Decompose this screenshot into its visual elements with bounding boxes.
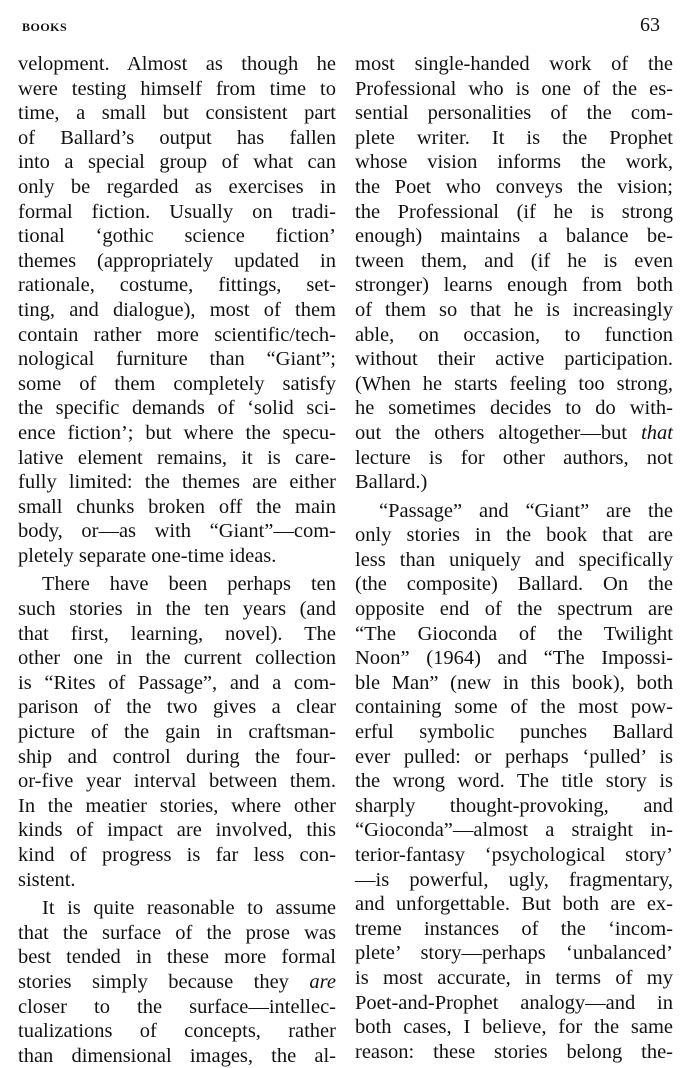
text-line: formal fiction. Usually on tradi-	[18, 200, 336, 223]
text-line: sistent.	[18, 868, 76, 891]
text-line: “The Gioconda of the Twilight	[355, 622, 673, 645]
text-line: reason: these stories belong the-	[355, 1040, 673, 1063]
text-line: the specific demands of ‘solid sci-	[18, 397, 336, 420]
text-line: opposite end of the spectrum are	[355, 598, 673, 621]
text-line: It is quite reasonable to assume	[42, 897, 336, 920]
text-line: parison of the two gives a clear	[18, 696, 336, 719]
text-line: most single-handed work of the	[355, 53, 673, 75]
running-head: BOOKS	[22, 20, 68, 34]
text-line: less than uniquely and specifically	[355, 548, 673, 571]
right-column	[355, 52, 673, 1064]
text-line: tualizations of concepts, rather	[18, 1020, 336, 1043]
text-line: stories simply because they are	[18, 970, 336, 993]
text-line: than dimensional images, the al-	[18, 1044, 336, 1067]
text-line: “Passage” and “Giant” are the	[379, 499, 673, 522]
text-line: ship and control during the four-	[18, 745, 336, 768]
text-line: into a special group of what can	[18, 151, 336, 174]
text-line: and unforgettable. But both are ex-	[355, 893, 673, 916]
text-line: Professional who is one of the es-	[355, 77, 673, 100]
text-line: (the composite) Ballard. On the	[355, 573, 673, 596]
text-line: of them so that he is increasingly	[355, 298, 673, 321]
text-line: erful symbolic punches Ballard	[355, 721, 673, 744]
text-line: able, on occasion, to function	[355, 323, 673, 346]
text-line: rationale, costume, fittings, set-	[18, 274, 336, 297]
text-line: he sometimes decides to do with-	[355, 397, 673, 420]
text-line: —is powerful, ugly, fragmentary,	[355, 868, 673, 891]
text-line: other one in the current collection	[18, 647, 336, 670]
text-line: lecture is for other authors, not	[355, 446, 673, 469]
text-line: closer to the surface—intellec-	[18, 995, 336, 1018]
text-line: fully limited: the themes are either	[18, 471, 336, 494]
text-line: contain rather more scientific/tech-	[18, 323, 336, 346]
text-line: time, a small but consistent part	[18, 102, 336, 125]
text-line: that the surface of the prose was	[18, 921, 336, 944]
text-line: ble Man” (new in this book), both	[355, 671, 673, 694]
text-line: some of them completely satisfy	[18, 372, 336, 395]
text-line: best tended in these more formal	[18, 946, 336, 969]
text-line: is “Rites of Passage”, and a com-	[18, 671, 336, 694]
text-line: without their active participation.	[355, 348, 673, 371]
text-line: Ballard.)	[355, 471, 428, 494]
text-line: only stories in the book that are	[355, 524, 673, 547]
text-line: or-five year interval between them.	[18, 770, 336, 793]
text-line: pletely separate one-time ideas.	[18, 544, 277, 567]
text-line: the Poet who conveys the vision;	[355, 175, 673, 198]
text-line: sential personalities of the com-	[355, 102, 673, 125]
text-line: tween them, and (if he is even	[355, 249, 673, 272]
text-line: body, or—as with “Giant”—com-	[18, 520, 336, 543]
text-line: ting, and dialogue), most of them	[18, 298, 336, 321]
text-line: small chunks broken off the main	[18, 495, 336, 518]
page-number: 63	[640, 14, 660, 36]
text-line: In the meatier stories, where other	[18, 794, 336, 817]
text-line: the wrong word. The title story is	[355, 770, 673, 793]
text-line: that first, learning, novel). The	[18, 622, 336, 645]
text-line: Noon” (1964) and “The Impossi-	[355, 647, 673, 670]
text-line: tional ‘gothic science fiction’	[18, 225, 336, 248]
text-line: stronger) learns enough from both	[355, 274, 673, 297]
text-line: plete’ story—perhaps ‘unbalanced’	[355, 942, 673, 965]
text-line: themes (appropriately updated in	[18, 249, 336, 272]
text-line: containing some of the most pow-	[355, 696, 673, 719]
text-line: sharply thought-provoking, and	[355, 794, 673, 817]
text-line: kind of progress is far less con-	[18, 844, 336, 866]
text-line: ence fiction’; but where the specu-	[18, 421, 336, 444]
text-line: (When he starts feeling too strong,	[355, 372, 673, 395]
text-line: only be regarded as exercises in	[18, 175, 336, 198]
text-line: such stories in the ten years (and	[18, 598, 336, 621]
text-line: whose vision informs the work,	[355, 151, 673, 174]
text-line: nological furniture than “Giant”;	[18, 348, 336, 371]
text-line: treme instances of the ‘incom-	[355, 917, 673, 940]
text-line: the Professional (if he is strong	[355, 200, 673, 223]
text-line: lative element remains, it is care-	[18, 446, 336, 469]
text-line: Poet-and-Prophet analogy—and in	[355, 991, 673, 1014]
text-line: out the others altogether—but that	[355, 421, 673, 444]
text-line: terior-fantasy ‘psychological story’	[355, 844, 673, 866]
text-line: were testing himself from time to	[18, 77, 336, 100]
text-line: picture of the gain in craftsman-	[18, 721, 336, 744]
page-header	[22, 14, 670, 44]
text-line: both cases, I believe, for the same	[355, 1016, 673, 1039]
text-line: ever pulled: or perhaps ‘pulled’ is	[355, 745, 673, 768]
text-line: kinds of impact are involved, this	[18, 819, 336, 842]
text-line: is most accurate, in terms of my	[355, 966, 673, 989]
text-line: “Gioconda”—almost a straight in-	[355, 819, 673, 842]
text-line: of Ballard’s output has fallen	[18, 126, 336, 149]
text-line: plete writer. It is the Prophet	[355, 126, 673, 149]
text-line: enough) maintains a balance be-	[355, 225, 673, 248]
left-column	[18, 52, 336, 1068]
text-line: There have been perhaps ten	[42, 573, 336, 596]
text-line: velopment. Almost as though he	[18, 53, 336, 75]
